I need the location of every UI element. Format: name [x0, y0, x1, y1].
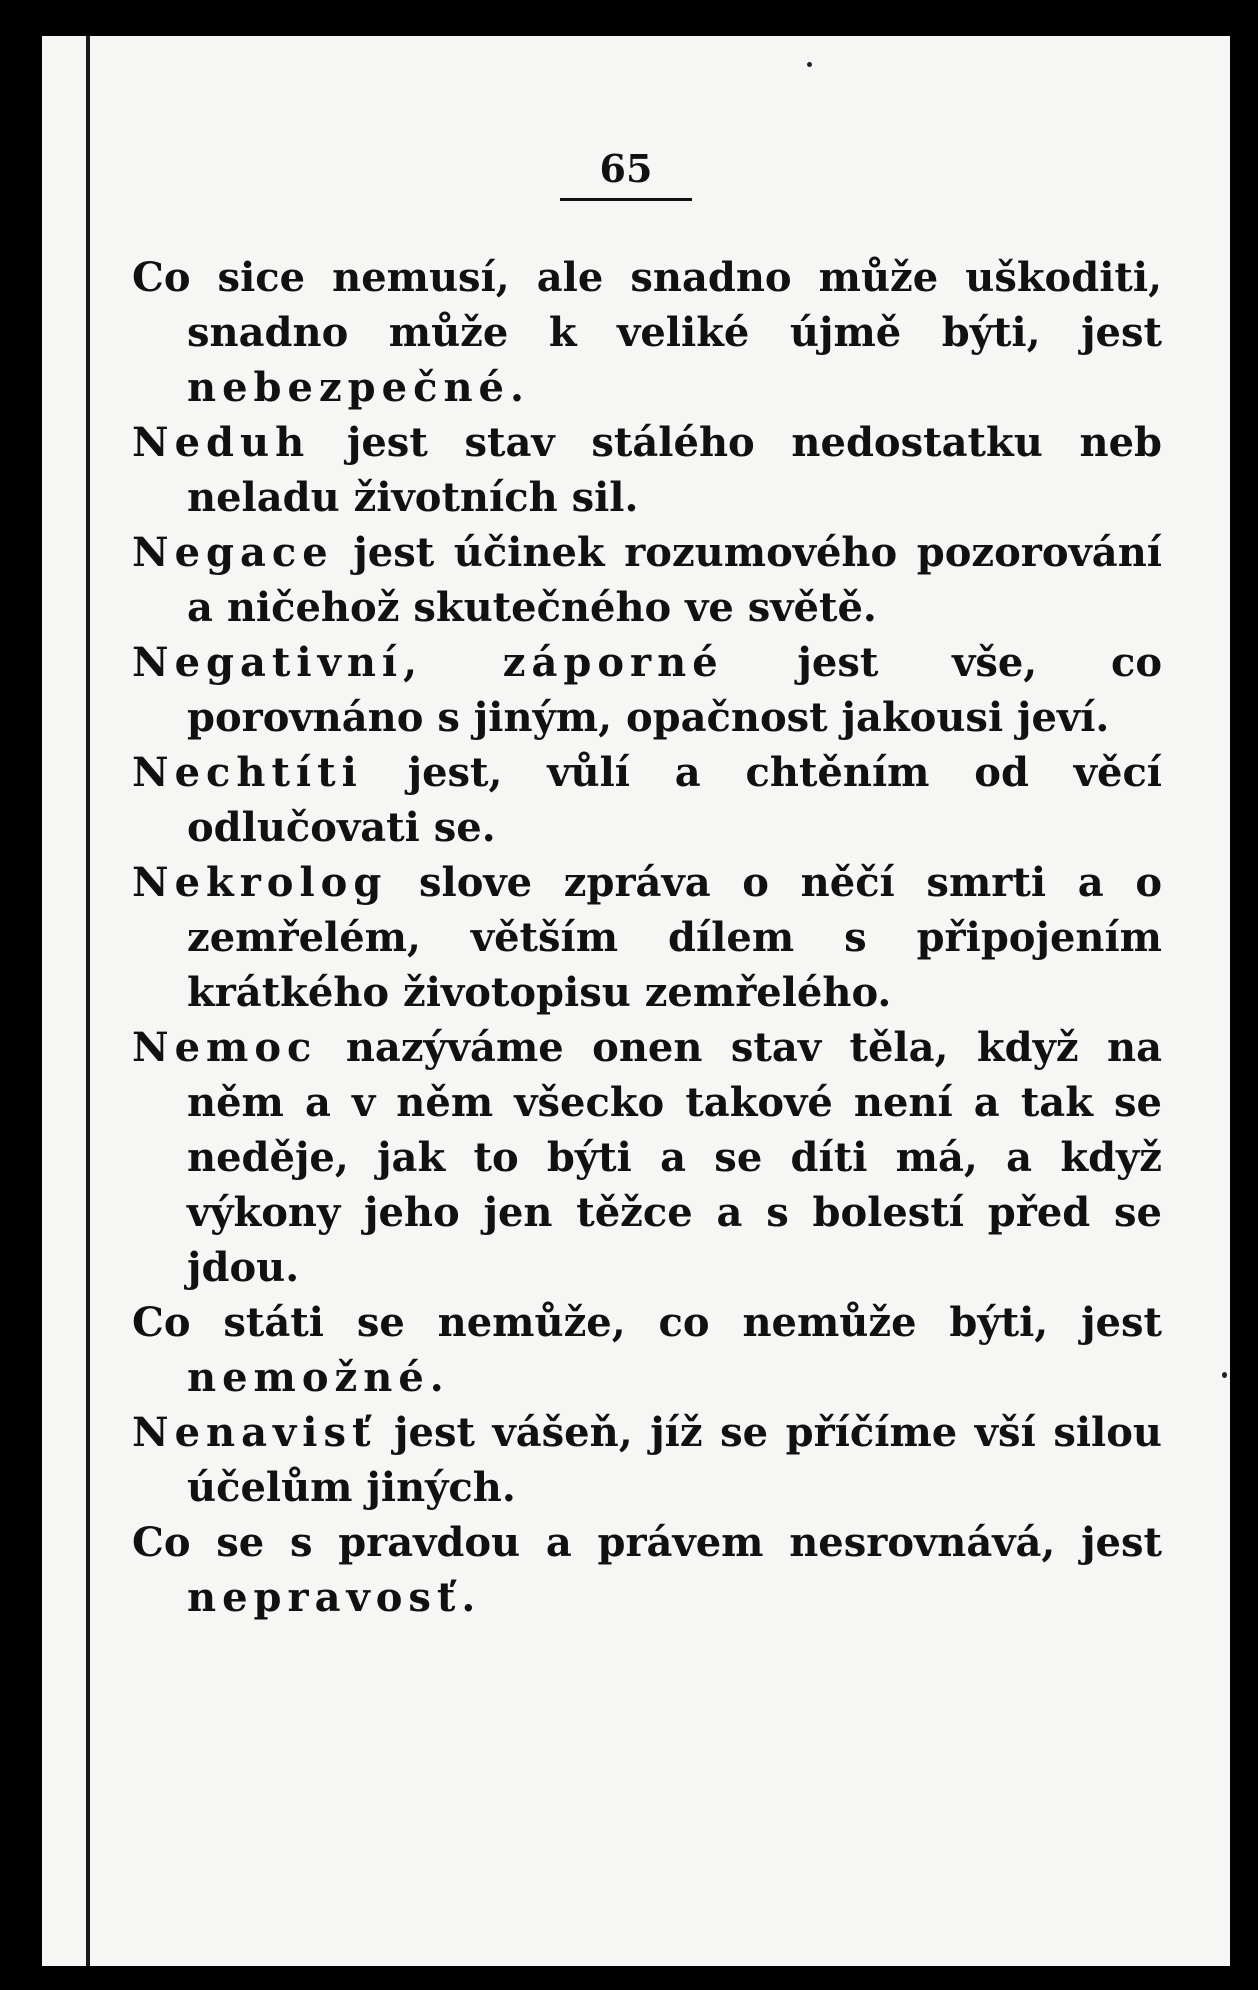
entry-term: Nekrolog: [132, 859, 388, 906]
entry-term: Neduh: [132, 419, 311, 466]
page-edge: [86, 36, 90, 1966]
entry-term: Nemoc: [132, 1024, 318, 1071]
print-speck: [807, 62, 812, 67]
entry-term: Negace: [132, 529, 334, 576]
glossary-entries: [132, 250, 1162, 1625]
page-number-rule: [560, 198, 692, 201]
book-page: [42, 36, 1230, 1966]
glossary-entry: Co se s pravdou a právem nesrovnává, jest nepravosť.: [132, 1519, 1162, 1621]
glossary-entry: Nechtíti jest, vůlí a chtěním od věcí odlučovati se.: [132, 749, 1162, 851]
entry-term: nebezpečné: [187, 364, 510, 411]
glossary-entry: Nekrolog slove zpráva o něčí smrti a o zemřelém, větším dílem s připojením krátkého životopisu zemřelého.: [132, 859, 1162, 1016]
print-speck: [1222, 1372, 1227, 1378]
glossary-entry: Negativní, záporné jest vše, co porovnáno s jiným, opačnost jakousi jeví.: [132, 639, 1162, 741]
glossary-entry: Neduh jest stav stálého nedostatku neb neladu životních sil.: [132, 419, 1162, 521]
entry-term: Negativní, záporné: [132, 639, 724, 686]
entry-term: Nechtíti: [132, 749, 363, 796]
glossary-entry: Co státi se nemůže, co nemůže býti, jest nemožné.: [132, 1299, 1162, 1401]
glossary-entry: Co sice nemusí, ale snadno může uškoditi, snadno může k veliké újmě býti, jest nebezpečné.: [132, 254, 1162, 411]
glossary-entry: Negace jest účinek rozumového pozorování a ničehož skutečného ve světě.: [132, 529, 1162, 631]
entry-term: nepravosť: [187, 1574, 462, 1621]
glossary-entry: Nenavisť jest vášeň, jíž se příčíme vší silou účelům jiných.: [132, 1409, 1162, 1511]
glossary-entry: Nemoc nazýváme onen stav těla, když na něm a v něm všecko takové není a tak se neděje, jak to býti a se díti má, a když výkony jeho jen těžce a s bolestí před se jdou.: [132, 1024, 1162, 1291]
page-number: 65: [599, 146, 653, 191]
entry-term: Nenavisť: [132, 1409, 377, 1456]
entry-term: nemožné: [187, 1354, 430, 1401]
